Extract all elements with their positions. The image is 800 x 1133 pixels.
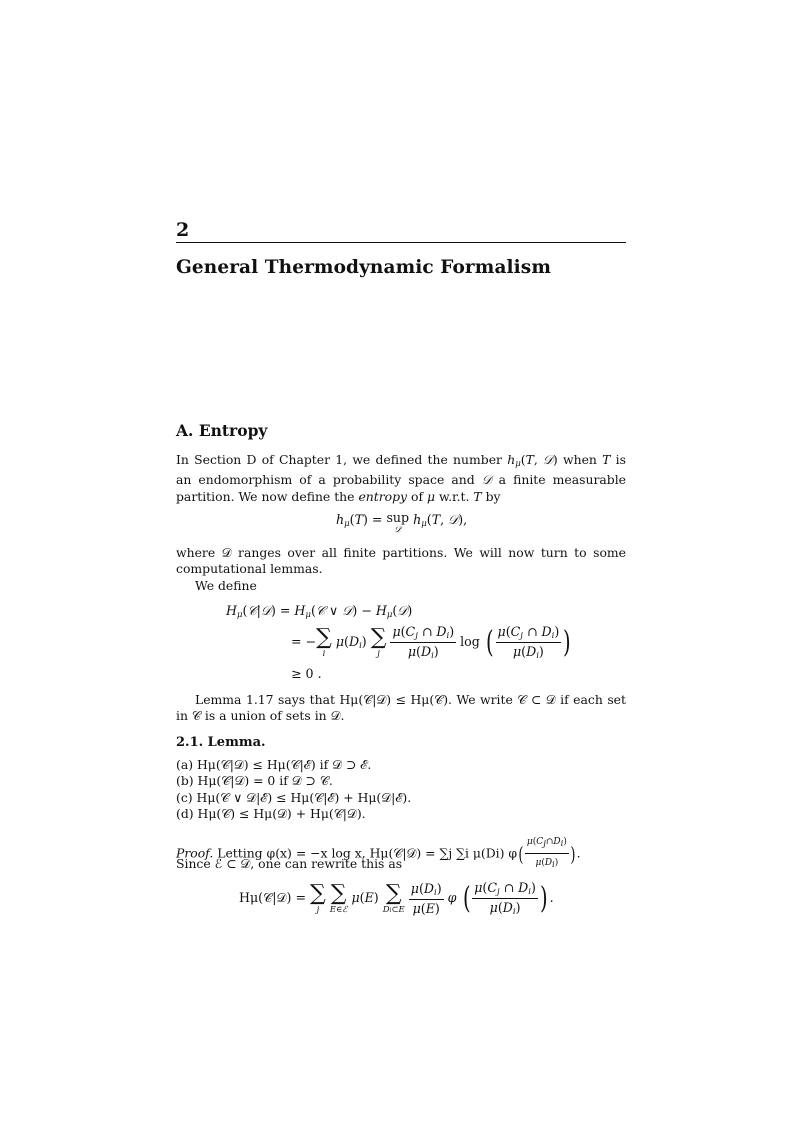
proof-label: Proof. (176, 845, 214, 861)
equation-conditional-entropy-line3: ≥ 0 . (291, 666, 322, 681)
chapter-rule (176, 242, 626, 243)
paragraph-we-define: We define (195, 578, 257, 593)
proof-line1: Proof. Letting φ(x) = −x log x, Hμ(𝒞|𝒟) = ∑j ∑i μ(Di) φ( $\frac{\mu(Cj\cap Di)}{\mu(Di)}$ ). (176, 834, 626, 874)
equation-rewrite: Hμ(𝒞|𝒟) = ∑ j ∑ E∈ℰ μ(E) ∑ Di⊂E $\frac{\mu(D_i)}{\mu(E)}$ φ ( $\frac{\mu(C_j \cap D_i)}{\mu(D_i)}$ ) . (239, 880, 554, 917)
equation-conditional-entropy-line2: = −∑ i $\mu(D_i)$ ∑ j $\frac{\mu(C_j \cap D_i)}{\mu(D_i)}$ log ( $\frac{\mu(C_j \cap D_i)}{\mu(D_i)}$ ) (291, 624, 571, 661)
lemma-items (176, 757, 411, 822)
paragraph-intro: In Section D of Chapter 1, we defined the number $h_\mu(T$, 𝒟) when T is an endomorphism of a probability space and 𝒟 a finite measurable partition. We now define the entropy of μ w.r.t. T by (176, 452, 626, 504)
equation-entropy-definition: $h_\mu(T)$ = sup 𝒟 $h_\mu(T$, 𝒟), (336, 510, 468, 535)
equation-conditional-entropy-line1: $H_\mu(𝒞|𝒟)$ = $H_\mu(𝒞$ ∨ 𝒟) − $H_\mu(𝒟)$ (226, 603, 413, 620)
proof-line2: Since ℰ ⊂ 𝒟, one can rewrite this as (176, 856, 403, 871)
lemma-item-b: (b) Hμ(𝒞|𝒟) = 0 if 𝒟 ⊃ 𝒞. (176, 773, 333, 789)
chapter-number: 2 (176, 219, 190, 241)
lemma-item-d: (d) Hμ(𝒞) ≤ Hμ(𝒟) + Hμ(𝒞|𝒟). (176, 805, 366, 821)
paragraph-lemma-117: Lemma 1.17 says that Hμ(𝒞|𝒟) ≤ Hμ(𝒞). We write 𝒞 ⊂ 𝒟 if each set in 𝒞 is a union of sets in 𝒟. (176, 692, 626, 724)
chapter-title: General Thermodynamic Formalism (176, 257, 551, 278)
lemma-item-c: (c) Hμ(𝒞 ∨ 𝒟|ℰ) ≤ Hμ(𝒞|ℰ) + Hμ(𝒟|ℰ). (176, 789, 412, 805)
lemma-title: 2.1. Lemma. (176, 735, 266, 750)
section-title: A. Entropy (176, 421, 268, 440)
paragraph-partitions: where 𝒟 ranges over all finite partitions. We will now turn to some computational lemmas. (176, 545, 626, 577)
lemma-item-a: (a) Hμ(𝒞|𝒟) ≤ Hμ(𝒞|ℰ) if 𝒟 ⊃ ℰ. (176, 757, 372, 772)
